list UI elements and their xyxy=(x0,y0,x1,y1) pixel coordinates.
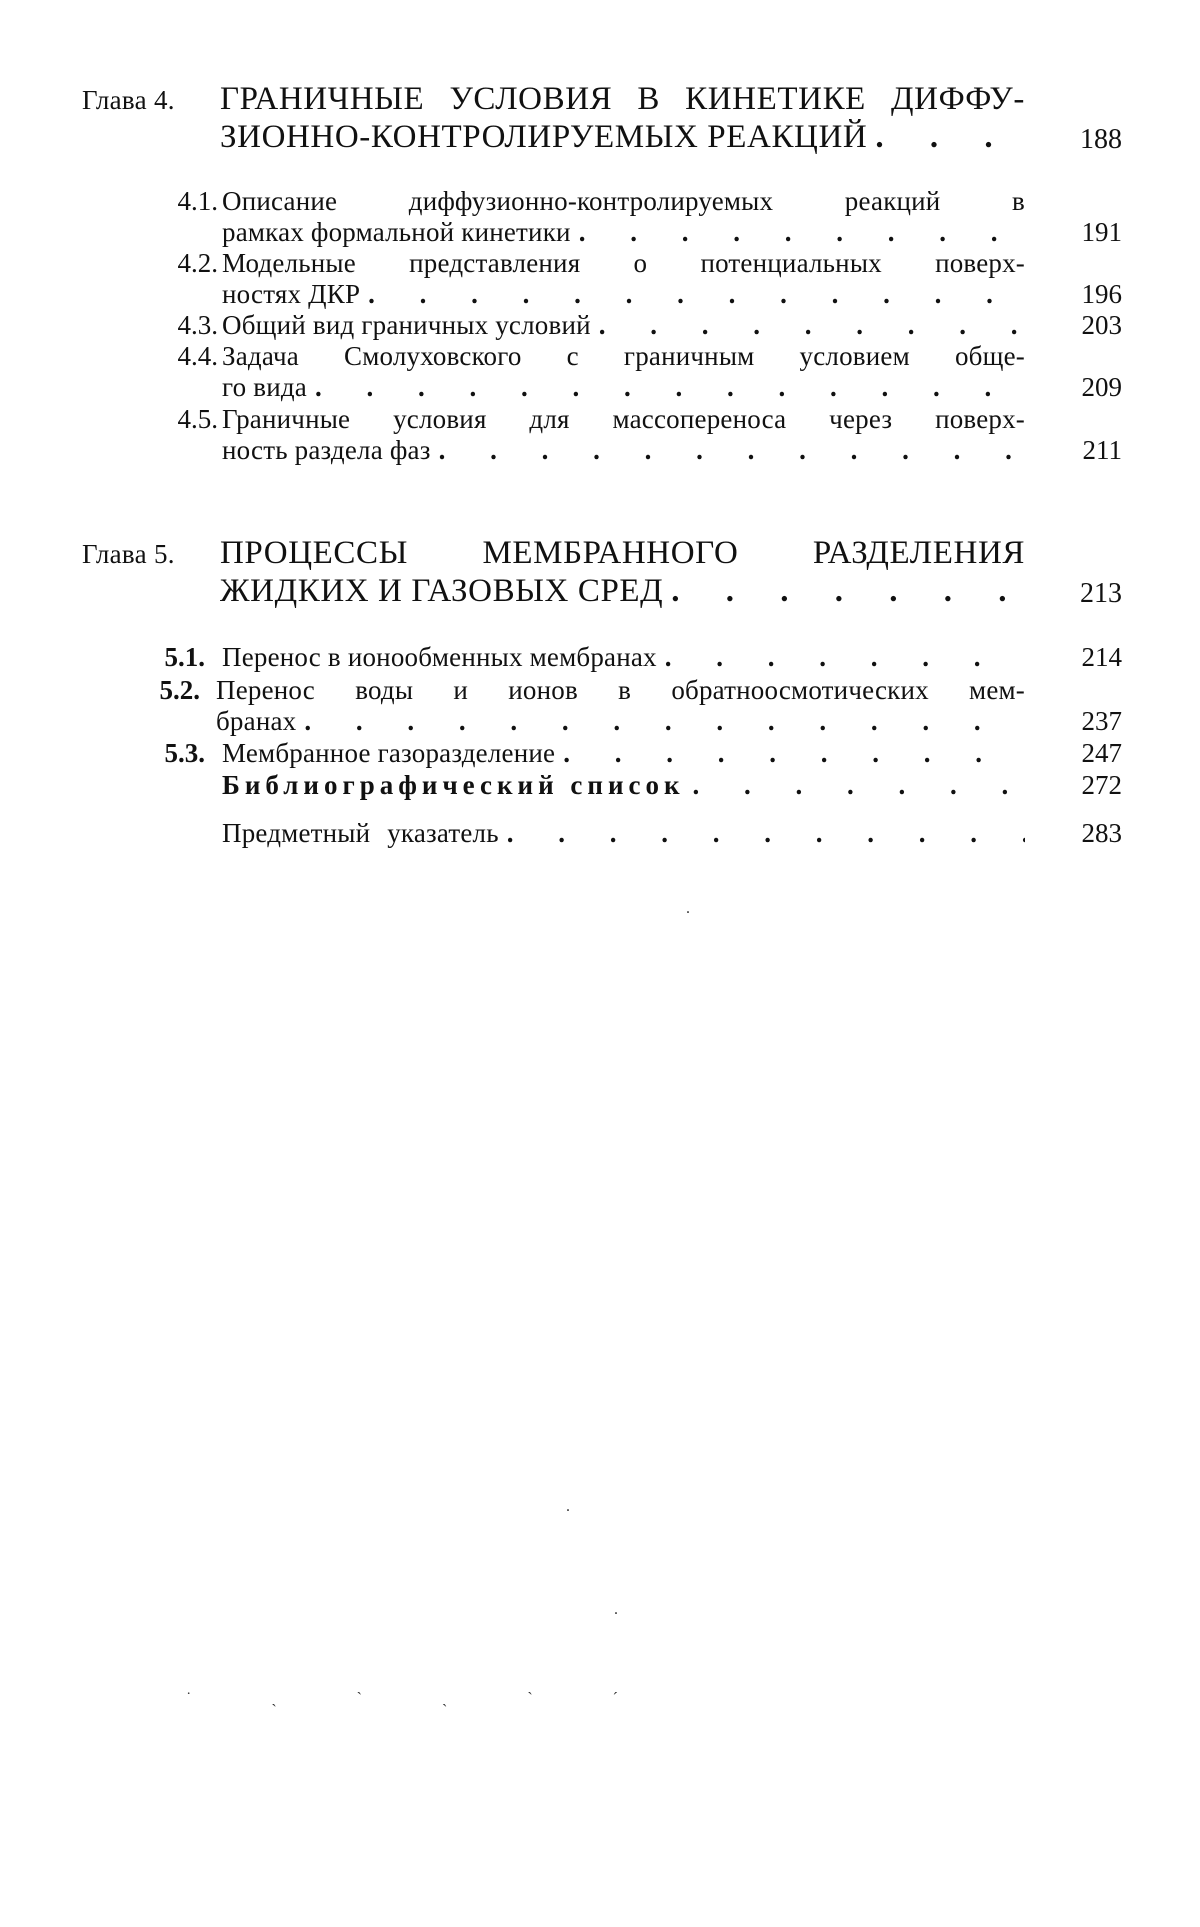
bibliography-label: Библиографический список xyxy=(222,770,685,800)
section-title-line: рамках формальной кинетики xyxy=(222,217,571,247)
section-number: 5.2. xyxy=(159,675,200,705)
section-title-line: го вида xyxy=(222,372,307,402)
section-title-line: бранах xyxy=(216,706,297,736)
page-number: 203 xyxy=(1081,310,1122,340)
page-number: 191 xyxy=(1081,217,1122,247)
section-number: 4.5. xyxy=(177,404,218,434)
section-title-line: Перенос воды и ионов в обратноосмотических мем- xyxy=(216,675,1025,705)
chapter-title xyxy=(220,80,1025,156)
page-number: 196 xyxy=(1081,279,1122,309)
section-title-line: Модельные представления о потенциальных поверх- xyxy=(222,248,1025,278)
section-title-line: Мембранное газоразделение xyxy=(222,738,556,768)
print-speck: ˙ ˏ ` ˎ ˋ ˊ xyxy=(186,1690,656,1707)
index-label: Предметный указатель xyxy=(222,818,499,848)
chapter-label: Глава 4. xyxy=(82,85,175,115)
chapter-title-line: ЖИДКИХ И ГАЗОВЫХ СРЕД xyxy=(220,573,664,609)
chapter-title-line: ПРОЦЕССЫ МЕМБРАННОГО РАЗДЕЛЕНИЯ xyxy=(220,535,1025,571)
print-speck: . xyxy=(566,1498,608,1515)
page-number: 209 xyxy=(1081,372,1122,402)
page-number: 213 xyxy=(1080,578,1122,609)
dot-leader xyxy=(867,118,1025,156)
section-number: 4.3. xyxy=(177,310,218,340)
dot-leader xyxy=(663,572,1025,610)
print-speck: . xyxy=(614,1601,656,1618)
section-title-line: Общий вид граничных условий xyxy=(222,310,591,340)
chapter-title-line: ГРАНИЧНЫЕ УСЛОВИЯ В КИНЕТИКЕ ДИФФУ- xyxy=(220,81,1025,117)
dot-leader xyxy=(591,310,1025,341)
dot-leader xyxy=(307,372,1025,403)
dot-leader xyxy=(571,217,1025,248)
page-number: 188 xyxy=(1080,124,1122,155)
section-title-line: Задача Смолуховского с граничным условием обще- xyxy=(222,341,1025,371)
page-number: 283 xyxy=(1081,818,1122,848)
chapter-title xyxy=(220,534,1025,610)
section-title-line: ность раздела фаз xyxy=(222,435,431,465)
dot-leader xyxy=(685,770,1025,801)
page-number: 214 xyxy=(1081,642,1122,672)
dot-leader xyxy=(555,738,1025,769)
page-number: 272 xyxy=(1081,770,1122,800)
print-speck: . xyxy=(686,900,728,917)
section-title-line: Перенос в ионообменных мембранах xyxy=(222,642,657,672)
dot-leader xyxy=(296,706,1025,737)
page-number: 211 xyxy=(1082,435,1122,465)
chapter-label: Глава 5. xyxy=(82,539,175,569)
page-number: 237 xyxy=(1081,706,1122,736)
section-title-line: ностях ДКР xyxy=(222,279,361,309)
section-number: 4.1. xyxy=(177,186,218,216)
dot-leader xyxy=(360,279,1025,310)
section-title-line: Описание диффузионно-контролируемых реакций в xyxy=(222,186,1025,216)
section-number: 5.3. xyxy=(164,738,205,768)
dot-leader xyxy=(431,435,1025,466)
page-number: 247 xyxy=(1081,738,1122,768)
section-number: 5.1. xyxy=(164,642,205,672)
chapter-title-line: ЗИОННО-КОНТРОЛИРУЕМЫХ РЕАКЦИЙ xyxy=(220,119,868,155)
section-title-line: Граничные условия для массопереноса через поверх- xyxy=(222,404,1025,434)
dot-leader xyxy=(499,818,1025,849)
section-number: 4.2. xyxy=(177,248,218,278)
dot-leader xyxy=(657,642,1025,673)
section-number: 4.4. xyxy=(177,341,218,371)
